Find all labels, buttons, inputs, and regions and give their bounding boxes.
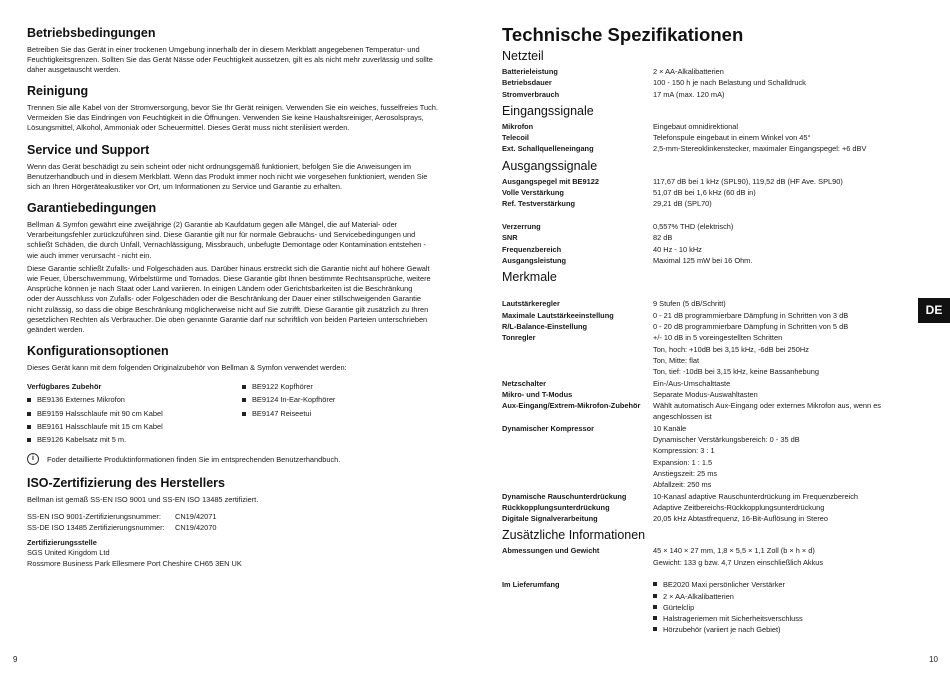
- spec-value-line: Maximal 125 mW bei 16 Ohm.: [653, 255, 753, 265]
- spec-value-line: 117,67 dB bei 1 kHz (SPL90), 119,52 dB (HF Ave. SPL90): [653, 176, 843, 186]
- spec-heading: Ausgangssignale: [502, 158, 598, 173]
- spec-row: [502, 187, 922, 198]
- spec-row: [502, 310, 922, 321]
- list-item: [27, 435, 242, 445]
- spec-value: [653, 332, 922, 377]
- right-page: [475, 0, 950, 674]
- spec-label: Batterieleistung: [502, 67, 558, 76]
- info-note: [27, 453, 340, 465]
- line: Verarbeitungsfehler zurückzuführen sind. Diese Garantie gilt nur für normale Gebrauchs- und Servicebedingungen und: [27, 230, 416, 240]
- section-config: [27, 344, 447, 448]
- list-item: [242, 395, 335, 405]
- line: sich an Ihren Hörgeräteakustiker vor Ort, um Informationen zu Service und Garantie zu erhalten.: [27, 182, 343, 192]
- spec-value-line: 10 Kanäle: [653, 423, 687, 433]
- spec-value: [653, 132, 922, 143]
- spec-label: Mikro- und T-Modus: [502, 389, 573, 399]
- bullet-icon: [27, 425, 31, 429]
- spec-label: Maximale Lautstärkeeinstellung: [502, 310, 614, 320]
- spec-row: [502, 423, 922, 491]
- spec-label: [502, 568, 653, 579]
- spec-value: [653, 513, 922, 524]
- iso-label: SS-DE ISO 13485 Zertifizierungsnummer:: [27, 523, 165, 533]
- spec-value-line: 100 - 150 h je nach Belastung und Schalldruck: [653, 78, 806, 88]
- spec-row: [502, 513, 922, 524]
- heading-iso: ISO-Zertifizierung des Herstellers: [27, 476, 225, 490]
- spec-row: [502, 400, 922, 423]
- list-item: [27, 395, 242, 405]
- spec-value-line: 2 × AA-Alkalibatterien: [653, 67, 724, 76]
- iso-value: CN19/42071: [175, 512, 217, 522]
- bullet-icon: [27, 438, 31, 442]
- spec-value: [653, 176, 922, 187]
- spec-heading: Eingangssignale: [502, 103, 594, 118]
- spec-value: [653, 287, 922, 298]
- spec-value: [653, 400, 922, 423]
- spec-row: [502, 89, 922, 100]
- line: daher ausgetauscht werden.: [27, 65, 121, 75]
- spec-value-line: Ton, hoch: +10dB bei 3,15 kHz, -6dB bei 250Hz: [653, 344, 809, 354]
- text-operating: [27, 45, 447, 76]
- spec-value: [653, 378, 922, 389]
- spec-value-line: 9 Stufen (5 dB/Schritt): [653, 299, 726, 309]
- spec-row: [502, 298, 922, 309]
- list-item: [653, 613, 922, 624]
- spec-label: [502, 287, 653, 298]
- spec-value: [653, 89, 922, 100]
- spec-value-line: Ton, Mitte: flat: [653, 355, 700, 365]
- spec-label: Aux-Eingang/Extrem-Mikrofon-Zubehör: [502, 401, 641, 411]
- spec-label: R/L-Balance-Einstellung: [502, 322, 588, 332]
- bullet-icon: [242, 398, 246, 402]
- iso-text: Bellman ist gemäß SS-EN ISO 9001 und SS-EN ISO 13485 zertifiziert.: [27, 495, 259, 504]
- bullet-icon: [27, 398, 31, 402]
- line: schließt Schäden, die durch Unfall, Vernachlässigung, Missbrauch, unbefugte Demontage oder Kontamination entstehen -: [27, 240, 426, 250]
- spec-row: [502, 176, 922, 187]
- text-service: [27, 162, 447, 193]
- line: Benutzerhandbuch und in diesem Merkblatt. Wenn das Produkt immer noch nicht wie vorgesehen funktioniert, wenden Sie: [27, 172, 428, 182]
- spec-value: [653, 143, 922, 154]
- list-item: [653, 579, 922, 590]
- bullet-icon: [653, 594, 657, 598]
- spec-heading: Merkmale: [502, 270, 557, 285]
- spec-label: Ausgangspegel mit BE9122: [502, 176, 599, 186]
- spec-row: [502, 545, 922, 568]
- spec-value-line: Expansion: 1 : 1.5: [653, 457, 713, 467]
- spec-value: [653, 298, 922, 309]
- iso-row: [27, 511, 447, 522]
- spec-label: SNR: [502, 233, 518, 243]
- spec-label: Verzerrung: [502, 221, 541, 231]
- spec-row: [502, 132, 922, 143]
- spec-label: Mikrofon: [502, 121, 534, 131]
- line: wie auch immer verursacht - nicht ein.: [27, 250, 152, 260]
- spec-row: [502, 389, 922, 400]
- spec-label: Digitale Signalverarbeitung: [502, 514, 598, 524]
- language-tab: DE: [918, 298, 950, 323]
- line: Trennen Sie alle Kabel von der Stromversorgung, bevor Sie Ihr Gerät reinigen. Verwenden Sie ein weiches, fusselfreies Tuch.: [27, 103, 438, 112]
- delivery-items: [653, 579, 922, 635]
- spec-value-line: 0 - 21 dB programmierbare Dämpfung in Schritten von 3 dB: [653, 310, 849, 320]
- spec-label: Dynamischer Kompressor: [502, 423, 595, 433]
- spec-label: Stromverbrauch: [502, 89, 560, 99]
- item-text: Gürtelclip: [663, 602, 695, 612]
- spec-value: [653, 121, 922, 132]
- text-warranty-1: [27, 220, 447, 261]
- accessory-title: Verfügbares Zubehör: [27, 382, 102, 392]
- line: Feuchtigkeitsgrenzen. Sollten Sie das Gerät Nässe oder Feuchtigkeit aussetzen, gilt es als nicht mehr zuverlässig und sollte: [27, 55, 433, 65]
- spec-value-line: [653, 210, 922, 221]
- iso-row: [27, 522, 447, 533]
- line: Bellman & Symfon gewährt eine zweijährige (2) Garantie ab Kaufdatum gegen alle Mängel, die auf Material- oder: [27, 220, 398, 229]
- accessory-col-1: [27, 382, 242, 448]
- spec-value-line: 0 - 20 dB programmierbare Dämpfung in Schritten von 5 dB: [653, 322, 849, 332]
- spec-value-line: Abfallzeit: 250 ms: [653, 480, 712, 490]
- heading-service: Service und Support: [27, 143, 150, 157]
- spec-value-line: Ein-/Aus-Umschalttaste: [653, 378, 731, 388]
- line: oder der Ausschluss von Zufalls- oder Folgeschäden oder die Beschränkung der Dauer einer stillschweigenden Garantie: [27, 294, 421, 304]
- spec-label: Abmessungen und Gewicht: [502, 546, 600, 556]
- spec-label: Dynamische Rauschunterdrückung: [502, 491, 627, 501]
- bullet-icon: [242, 385, 246, 389]
- spec-value-line: 17 mA (max. 120 mA): [653, 89, 725, 99]
- bullet-icon: [653, 605, 657, 609]
- line: Vermeiden Sie das Eindringen von Feuchtigkeit in die Öffnungen. Verwenden Sie keine Haushaltsreiniger, Aerosolsprays,: [27, 113, 424, 123]
- spec-value-line: 40 Hz - 10 kHz: [653, 244, 702, 254]
- spec-label: Rückkopplungsunterdrückung: [502, 502, 610, 512]
- config-intro: Dieses Gerät kann mit dem folgenden Originalzubehör von Bellman & Symfon verwendet werden:: [27, 363, 347, 372]
- spec-label: Frequenzbereich: [502, 244, 562, 254]
- spec-value-line: 29,21 dB (SPL70): [653, 199, 712, 209]
- spec-label: Ext. Schallquelleneingang: [502, 144, 594, 154]
- line: nicht zulässig, so dass die obige Beschränkung möglicherweise nicht auf Sie zutrifft. Diese Garantie gilt zusätzlich zu Ihren: [27, 304, 429, 314]
- spec-row: [502, 491, 922, 502]
- spec-row: [502, 66, 922, 77]
- item-text: BE9126 Kabelsatz mit 5 m.: [37, 435, 127, 445]
- spec-value-line: +/- 10 dB in 5 voreingestellten Schritten: [653, 333, 783, 343]
- spec-value-line: angeschlossen ist: [653, 412, 712, 422]
- spec-heading: Zusätzliche Informationen: [502, 528, 646, 543]
- spec-value-line: Dynamischer Verstärkungsbereich: 0 - 35 dB: [653, 435, 800, 445]
- section-cleaning: [27, 84, 447, 137]
- item-text: BE9122 Kopfhörer: [252, 382, 313, 392]
- list-item: [27, 409, 242, 419]
- item-text: Hörzubehör (variiert je nach Gebiet): [663, 625, 781, 635]
- spec-value: [653, 221, 922, 232]
- spec-value: [653, 502, 922, 513]
- line: Betreiben Sie das Gerät in einer trockenen Umgebung innerhalb der in diesem Merkblatt angegebenen Temperatur- und: [27, 45, 420, 54]
- spec-value: [653, 321, 922, 332]
- bullet-icon: [242, 412, 246, 416]
- spec-value-line: 20,05 kHz Abtastfrequenz, 16-Bit-Auflösung in Stereo: [653, 514, 829, 524]
- spec-value-line: [653, 568, 922, 579]
- page-number-left: 9: [13, 655, 18, 664]
- section-iso: [27, 476, 447, 569]
- line: Ansprüche können je nach Staat oder Land variieren. In einigen Ländern oder Gerichtsbarkeiten ist die Beschränkung: [27, 284, 413, 294]
- heading-config: Konfigurationsoptionen: [27, 344, 169, 358]
- spec-value-line: 45 × 140 × 27 mm, 1,8 × 5,5 × 1,1 Zoll (b × h × d): [653, 546, 815, 556]
- list-item: [242, 409, 335, 419]
- cert-body-line: Rossmore Business Park Ellesmere Port Cheshire CH65 3EN UK: [27, 558, 242, 568]
- accessory-col-2: [242, 382, 335, 448]
- heading-cleaning: Reinigung: [27, 84, 89, 98]
- spec-label: Netzschalter: [502, 378, 546, 388]
- spec-value: [653, 310, 922, 321]
- line: gesetzlichen Rechten als Verbraucher. Die oben genannte Garantie darf nur schriftlich von beiden Parteien unterschrieben: [27, 314, 428, 324]
- item-text: BE9124 In-Ear-Kopfhörer: [252, 395, 336, 405]
- spec-list: [502, 48, 922, 636]
- spec-label: [502, 210, 653, 221]
- spec-row: [502, 568, 922, 579]
- spec-row: [502, 143, 922, 154]
- spec-sections: [502, 48, 922, 579]
- list-item: [27, 422, 242, 432]
- spec-row: [502, 321, 922, 332]
- spec-value-line: Adaptive Zeitbereichs-Rückkopplungsunterdrückung: [653, 502, 825, 512]
- spec-heading: Netzteil: [502, 49, 544, 63]
- spec-value: [653, 210, 922, 221]
- item-text: Halstrageriemen mit Sicherheitsverschluss: [663, 614, 803, 624]
- line: Diese Garantie schließt Zufalls- und Folgeschäden aus. Darüber hinaus erstreckt sich die Garantie nicht auf höhere Gewalt: [27, 263, 430, 273]
- spec-value-line: 10-Kanasl adaptive Rauschunterdrückung im Frequenzbereich: [653, 491, 859, 501]
- item-text: BE2020 Maxi persönlicher Verstärker: [663, 580, 786, 590]
- section-service: [27, 143, 447, 196]
- section-operating: [27, 26, 447, 79]
- spec-value-line: Kompression: 3 : 1: [653, 446, 715, 456]
- spec-label: Tonregler: [502, 333, 536, 343]
- spec-value: [653, 77, 922, 88]
- section-warranty: [27, 201, 447, 338]
- spec-value-line: Anstiegszeit: 25 ms: [653, 468, 718, 478]
- list-item: [242, 382, 335, 392]
- heading-operating: Betriebsbedingungen: [27, 26, 156, 40]
- spec-label: Ausgangsleistung: [502, 255, 567, 265]
- spec-label: Ref. Testverstärkung: [502, 199, 575, 209]
- spec-value-line: Separate Modus-Auswahltasten: [653, 389, 758, 399]
- spec-value-line: Telefonspule eingebaut in einem Winkel von 45°: [653, 133, 811, 143]
- spec-value-line: 82 dB: [653, 233, 673, 243]
- spec-value: [653, 244, 922, 255]
- bullet-icon: [653, 627, 657, 631]
- item-text: BE9159 Halsschlaufe mit 90 cm Kabel: [37, 408, 163, 418]
- spec-row: [502, 244, 922, 255]
- delivery-row: [502, 579, 922, 635]
- spec-value: [653, 423, 922, 491]
- spec-row: [502, 255, 922, 266]
- spec-value: [653, 255, 922, 266]
- line: wie Feuer, Überschwemmung, Wirbelstürme und Tornados. Diese Garantie gibt Ihnen bestimmte Rechtsansprüche, weitere: [27, 274, 431, 284]
- spec-value-line: Ton, tief: -10dB bei 3,15 kHz, keine Bassanhebung: [653, 367, 819, 377]
- spec-value-line: 0,557% THD (elektrisch): [653, 221, 734, 231]
- page-title: Technische Spezifikationen: [502, 24, 744, 45]
- iso-label: SS-EN ISO 9001-Zertifizierungsnummer:: [27, 512, 161, 522]
- delivery-label: Im Lieferumfang: [502, 580, 560, 590]
- bullet-icon: [653, 582, 657, 586]
- spec-value-line: Eingebaut omnidirektional: [653, 121, 739, 131]
- spec-label: Betriebsdauer: [502, 78, 552, 88]
- spec-row: [502, 121, 922, 132]
- iso-value: CN19/42070: [175, 523, 217, 533]
- spec-value-line: Gewicht: 133 g bzw. 4,7 Unzen einschließlich Akkus: [653, 557, 824, 567]
- list-item: [653, 591, 922, 602]
- spec-value-line: [653, 287, 922, 298]
- spec-value-line: Wählt automatisch Aux-Eingang oder externes Mikrofon aus, wenn es: [653, 401, 881, 411]
- spec-row: [502, 378, 922, 389]
- spec-value: [653, 491, 922, 502]
- spec-row: [502, 77, 922, 88]
- spec-label: Lautstärkeregler: [502, 299, 560, 309]
- list-item: [653, 624, 922, 635]
- accessory-columns: [27, 382, 447, 448]
- info-icon: i: [27, 453, 39, 465]
- spec-row: [502, 502, 922, 513]
- spec-row: [502, 232, 922, 243]
- spec-value: [653, 198, 922, 209]
- line: geändert werden.: [27, 325, 85, 335]
- heading-warranty: Garantiebedingungen: [27, 201, 157, 215]
- spec-value: [653, 187, 922, 198]
- line: Lösungsmittel, Alkohol, Ammoniak oder Scheuermittel. Dieses Gerät muss nicht sterilisiert werden.: [27, 123, 350, 133]
- spec-row: [502, 210, 922, 221]
- spec-value: [653, 66, 922, 77]
- text-warranty-2: [27, 264, 447, 335]
- item-text: BE9161 Halsschlaufe mit 15 cm Kabel: [37, 421, 163, 431]
- cert-body-line: SGS United Kingdom Ltd: [27, 548, 110, 558]
- page-number-right: 10: [929, 655, 938, 664]
- spec-value: [653, 389, 922, 400]
- item-text: BE9136 Externes Mikrofon: [37, 395, 125, 405]
- spec-value: [653, 232, 922, 243]
- list-item: [653, 602, 922, 613]
- spec-value: [653, 568, 922, 579]
- bullet-icon: [653, 616, 657, 620]
- spec-value: [653, 545, 922, 568]
- cert-body-title: Zertifizierungsstelle: [27, 538, 97, 548]
- item-text: 2 × AA-Alkalibatterien: [663, 591, 734, 601]
- bullet-icon: [27, 412, 31, 416]
- spec-row: [502, 332, 922, 377]
- spec-label: Volle Verstärkung: [502, 188, 564, 198]
- spec-value-line: 2,5-mm-Stereoklinkenstecker, maximaler Eingangspegel: +6 dBV: [653, 144, 867, 154]
- spec-row: [502, 287, 922, 298]
- spec-label: Telecoil: [502, 133, 529, 143]
- spec-row: [502, 198, 922, 209]
- spec-row: [502, 221, 922, 232]
- line: Wenn das Gerät beschädigt zu sein scheint oder nicht ordnungsgemäß funktioniert, befolgen Sie die Anweisungen im: [27, 162, 411, 171]
- spec-value-line: 51,07 dB bei 1,6 kHz (60 dB in): [653, 188, 756, 198]
- info-text: Foder detaillierte Produktinformationen finden Sie im entsprechenden Benutzerhandbuch.: [47, 454, 341, 464]
- text-cleaning: [27, 103, 447, 134]
- item-text: BE9147 Reiseetui: [252, 408, 312, 418]
